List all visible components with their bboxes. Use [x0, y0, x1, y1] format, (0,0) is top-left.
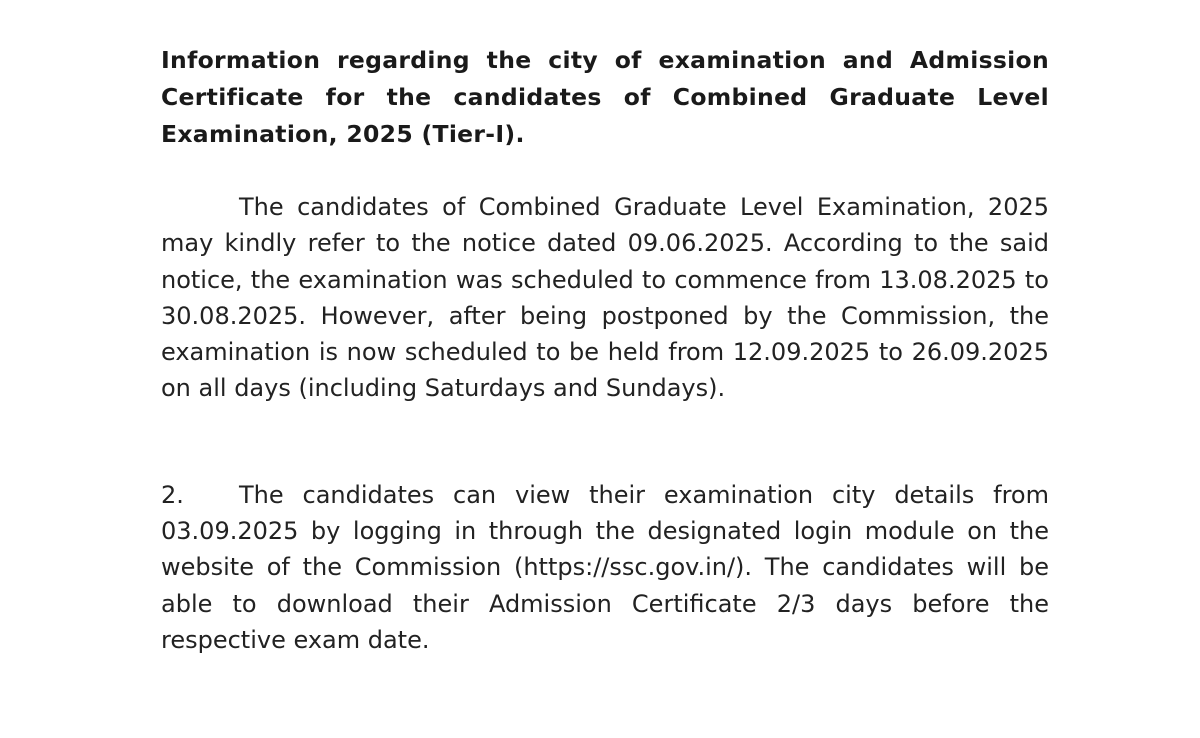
paragraph-2-text: The candidates can view their examination city details from 03.09.2025 by logging in through the designated login module on the website of the Commission (https://ssc.gov.in/). The candidates will be able to download their Admission Certificate 2/3 days before the respective exam date.: [161, 480, 1049, 654]
paragraph-2: [161, 477, 1049, 658]
paragraph-2-number: 2.: [161, 480, 184, 509]
notice-document: [161, 42, 1049, 658]
paragraph-1: The candidates of Combined Graduate Level Examination, 2025 may kindly refer to the notice dated 09.06.2025. According to the said notice, the examination was scheduled to commence from 13.08.2025 to 30.08.2025. However, after being postponed by the Commission, the examination is now scheduled to be held from 12.09.2025 to 26.09.2025 on all days (including Saturdays and Sundays).: [161, 193, 1049, 403]
notice-title: Information regarding the city of examination and Admission Certificate for the candidates of Combined Graduate Level Examination, 2025 (Tier-I).: [161, 46, 1049, 148]
